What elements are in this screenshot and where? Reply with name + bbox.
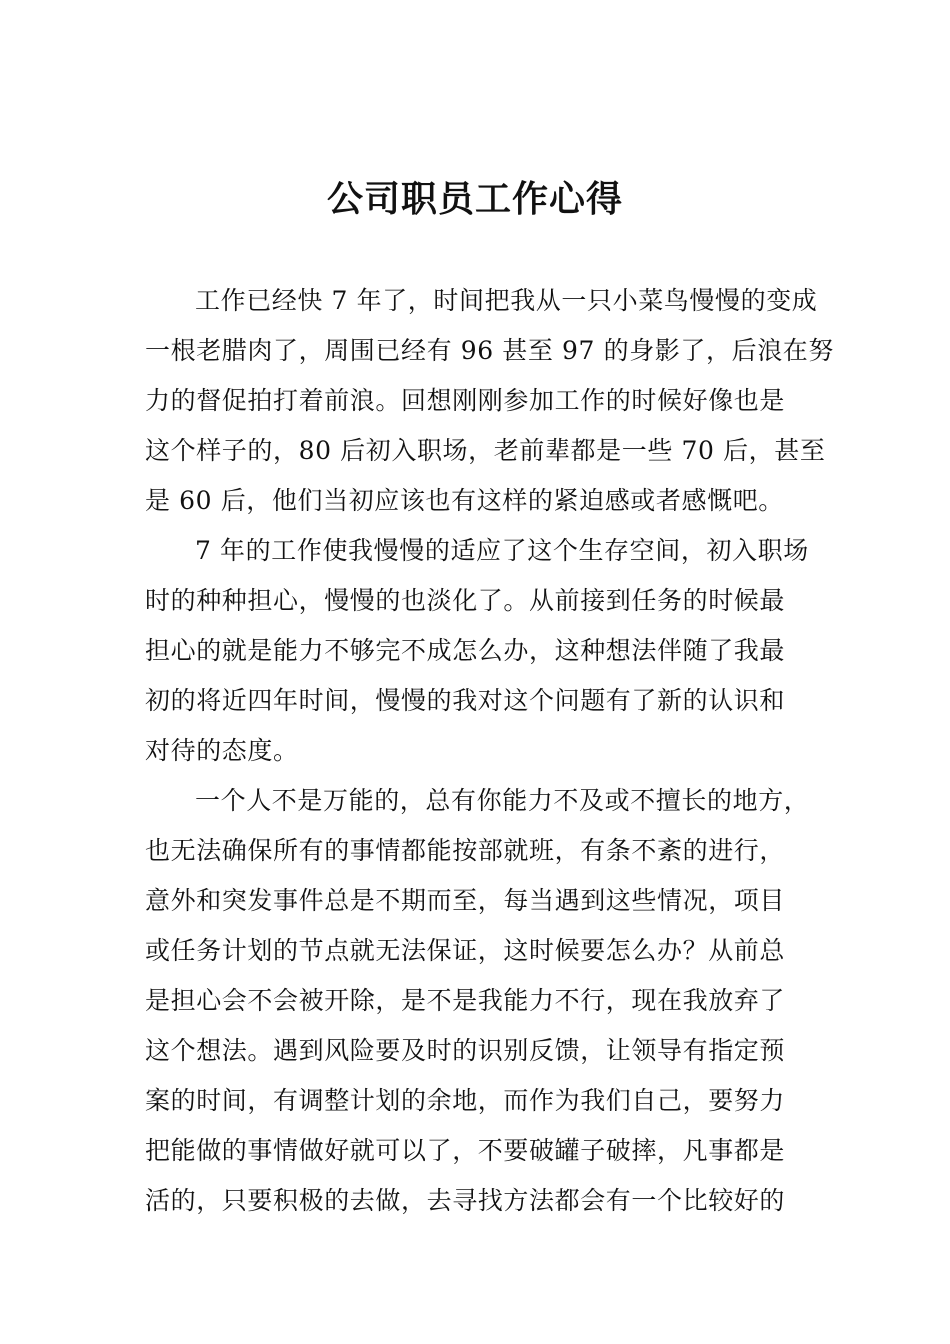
text-line: 活的，只要积极的去做，去寻找方法都会有一个比较好的 [145, 1186, 786, 1215]
text-line: 担心的就是能力不够完不成怎么办，这种想法伴随了我最 [145, 636, 786, 665]
text-line: 力的督促拍打着前浪。回想刚刚参加工作的时候好像也是 [145, 386, 786, 415]
text-line: 一个人不是万能的，总有你能力不及或不擅长的地方， [195, 786, 810, 815]
paragraph-1 [145, 276, 835, 526]
text-line: 意外和突发事件总是不期而至，每当遇到这些情况，项目 [145, 886, 786, 915]
text-line: 对待的态度。 [145, 736, 299, 765]
text-line: 7 年的工作使我慢慢的适应了这个生存空间，初入职场 [195, 536, 809, 565]
text-line: 也无法确保所有的事情都能按部就班，有条不紊的进行， [145, 836, 786, 865]
text-line: 是担心会不会被开除，是不是我能力不行，现在我放弃了 [145, 986, 786, 1015]
text-line: 初的将近四年时间，慢慢的我对这个问题有了新的认识和 [145, 686, 786, 715]
text-line: 是 60 后，他们当初应该也有这样的紧迫感或者感慨吧。 [145, 486, 784, 515]
text-line: 这个想法。遇到风险要及时的识别反馈，让领导有指定预 [145, 1036, 786, 1065]
text-line: 这个样子的，80 后初入职场，老前辈都是一些 70 后，甚至 [145, 436, 826, 465]
document-title: 公司职员工作心得 [326, 179, 623, 220]
text-line: 案的时间，有调整计划的余地，而作为我们自己，要努力 [145, 1086, 786, 1115]
text-line: 工作已经快 7 年了，时间把我从一只小菜鸟慢慢的变成 [195, 286, 818, 315]
text-line: 或任务计划的节点就无法保证，这时候要怎么办？从前总 [145, 936, 786, 965]
text-line: 一根老腊肉了，周围已经有 96 甚至 97 的身影了，后浪在努 [145, 336, 835, 365]
paragraph-2 [145, 526, 835, 776]
paragraph-3 [145, 776, 835, 1226]
text-line: 把能做的事情做好就可以了，不要破罐子破摔，凡事都是 [145, 1136, 786, 1165]
document-body [145, 276, 835, 1226]
text-line: 时的种种担心，慢慢的也淡化了。从前接到任务的时候最 [145, 586, 786, 615]
